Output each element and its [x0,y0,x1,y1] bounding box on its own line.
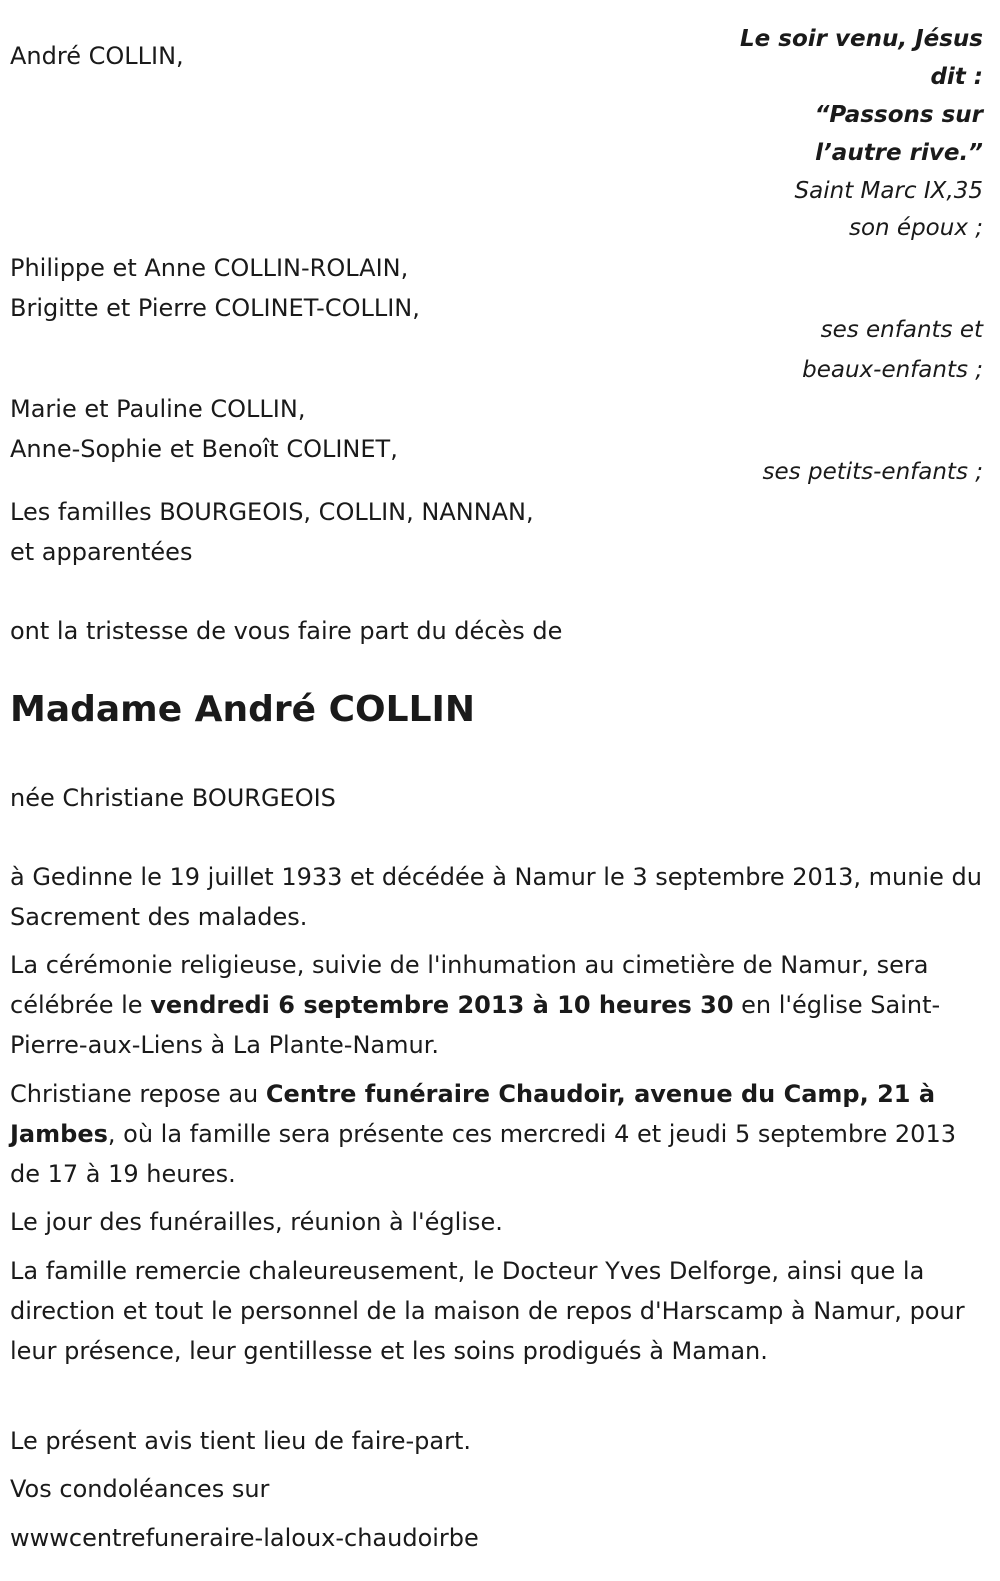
children-role-1: ses enfants et [820,317,983,343]
thanks-paragraph: La famille remercie chaleureusement, le Docteur Yves Delforge, ainsi que la direction et tout le personnel de la maison de repos d'Harscamp à Namur, pour leur présence, leur gentillesse et les soins prodigués à Maman. [10,1257,965,1365]
condolences-text: Vos condoléances sur [10,1475,270,1503]
quote-line-2: dit : [930,64,983,90]
rest-text-post: , où la famille sera présente ces mercredi 4 et jeudi 5 septembre 2013 de 17 à 19 heures. [10,1120,956,1188]
deceased-name: Madame André COLLIN [10,689,476,730]
grandchild-line-2: Anne-Sophie et Benoît COLINET, [10,435,398,463]
children-role-2: beaux-enfants ; [802,357,983,383]
quote-reference: Saint Marc IX,35 [794,178,983,204]
meeting-paragraph: Le jour des funérailles, réunion à l'église. [10,1208,503,1236]
born-name: née Christiane BOURGEOIS [10,784,336,812]
funeral-home-address: Centre funéraire Chaudoir, avenue du Camp, 21 à Jambes [10,1080,936,1148]
quote-line-1: Le soir venu, Jésus [740,26,983,52]
rest-paragraph [10,1074,985,1194]
husband-role: son époux ; [848,215,983,241]
announcement: ont la tristesse de vous faire part du décès de [10,617,563,645]
ceremony-paragraph [10,945,985,1065]
quote-line-3: “Passons sur [814,102,983,128]
rest-text-pre: Christiane repose au [10,1080,266,1108]
child-line-1: Philippe et Anne COLLIN-ROLAIN, [10,254,409,282]
notice-paragraph: Le présent avis tient lieu de faire-part. [10,1427,472,1455]
ceremony-date: vendredi 6 septembre 2013 à 10 heures 30 [150,991,734,1019]
grandchild-line-1: Marie et Pauline COLLIN, [10,395,306,423]
ceremony-text-post: en l'église Saint-Pierre-aux-Liens à La Plante-Namur. [10,991,941,1059]
birth-death-paragraph: à Gedinne le 19 juillet 1933 et décédée à Namur le 3 septembre 2013, munie du Sacrement des malades. [10,863,982,931]
grandchildren-role: ses petits-enfants ; [762,459,983,485]
quote-line-4: l’autre rive.” [815,140,983,166]
husband-name: André COLLIN, [10,42,184,70]
website-text: wwwcentrefuneraire-laloux-chaudoirbe [10,1524,479,1552]
families-line-2: et apparentées [10,538,193,566]
ceremony-text-pre: La cérémonie religieuse, suivie de l'inhumation au cimetière de Namur, sera célébrée le [10,951,929,1019]
families-line-1: Les familles BOURGEOIS, COLLIN, NANNAN, [10,498,534,526]
child-line-2: Brigitte et Pierre COLINET-COLLIN, [10,294,420,322]
